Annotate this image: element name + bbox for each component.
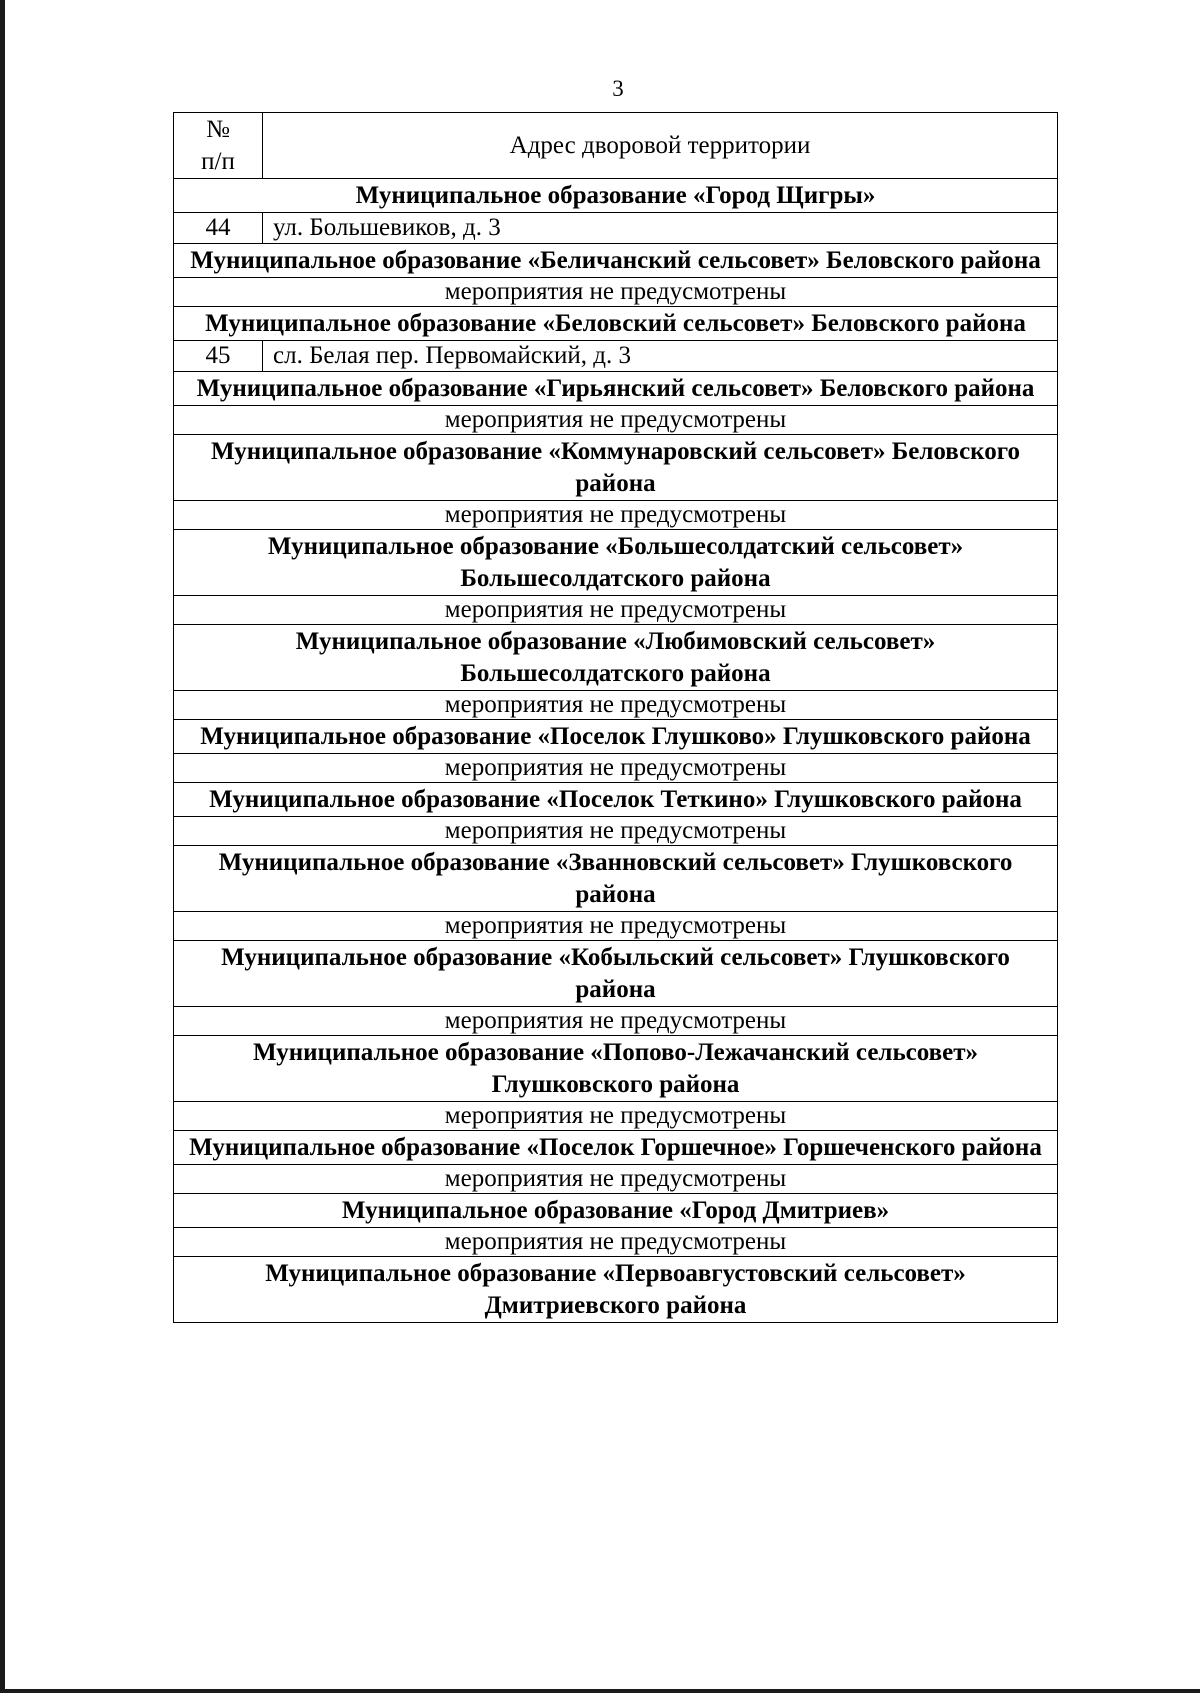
no-measures-row bbox=[174, 278, 1058, 307]
row-address-cell: сл. Белая пер. Первомайский, д. 3 bbox=[263, 341, 1058, 372]
municipality-heading: Муниципальное образование «Беловский сельсовет» Беловского района bbox=[174, 307, 1058, 341]
no-measures-text: мероприятия не предусмотрены bbox=[174, 501, 1058, 530]
municipality-heading: Муниципальное образование «Город Дмитриев» bbox=[174, 1194, 1058, 1228]
table-header-row bbox=[174, 113, 1058, 179]
no-measures-text: мероприятия не предусмотрены bbox=[174, 1007, 1058, 1036]
no-measures-row bbox=[174, 1228, 1058, 1257]
address-table bbox=[173, 112, 1058, 1323]
municipality-heading-row bbox=[174, 1257, 1058, 1323]
address-row bbox=[174, 341, 1058, 372]
header-num-cell bbox=[174, 113, 263, 179]
municipality-heading: Муниципальное образование «Поселок Глушково» Глушковского района bbox=[174, 720, 1058, 754]
no-measures-row bbox=[174, 1007, 1058, 1036]
no-measures-text: мероприятия не предусмотрены bbox=[174, 817, 1058, 846]
municipality-heading: Муниципальное образование «Поселок Теткино» Глушковского района bbox=[174, 783, 1058, 817]
no-measures-text: мероприятия не предусмотрены bbox=[174, 596, 1058, 625]
municipality-heading-row bbox=[174, 179, 1058, 213]
municipality-heading: Муниципальное образование «Кобыльский сельсовет» Глушковского района bbox=[174, 941, 1058, 1007]
municipality-heading: Муниципальное образование «Коммунаровский сельсовет» Беловского района bbox=[174, 435, 1058, 501]
municipality-heading-row bbox=[174, 783, 1058, 817]
no-measures-row bbox=[174, 596, 1058, 625]
no-measures-row bbox=[174, 1165, 1058, 1194]
header-num-line2: п/п bbox=[201, 147, 235, 175]
row-number-cell: 45 bbox=[174, 341, 263, 372]
header-address-cell: Адрес дворовой территории bbox=[263, 113, 1058, 179]
no-measures-text: мероприятия не предусмотрены bbox=[174, 278, 1058, 307]
municipality-heading: Муниципальное образование «Беличанский сельсовет» Беловского района bbox=[174, 244, 1058, 278]
no-measures-row bbox=[174, 817, 1058, 846]
scan-edge-bottom bbox=[0, 1689, 1200, 1693]
table-body bbox=[174, 113, 1058, 1323]
no-measures-text: мероприятия не предусмотрены bbox=[174, 1165, 1058, 1194]
municipality-heading-row bbox=[174, 720, 1058, 754]
no-measures-row bbox=[174, 912, 1058, 941]
no-measures-row bbox=[174, 1102, 1058, 1131]
no-measures-text: мероприятия не предусмотрены bbox=[174, 691, 1058, 720]
municipality-heading-row bbox=[174, 941, 1058, 1007]
municipality-heading-row bbox=[174, 307, 1058, 341]
municipality-heading-row bbox=[174, 372, 1058, 406]
municipality-heading-row bbox=[174, 846, 1058, 912]
municipality-heading-row bbox=[174, 625, 1058, 691]
address-row bbox=[174, 213, 1058, 244]
row-number-cell: 44 bbox=[174, 213, 263, 244]
municipality-heading: Муниципальное образование «Первоавгустовский сельсовет» Дмитриевского района bbox=[174, 1257, 1058, 1323]
municipality-heading: Муниципальное образование «Большесолдатский сельсовет» Большесолдатского района bbox=[174, 530, 1058, 596]
municipality-heading-row bbox=[174, 435, 1058, 501]
municipality-heading: Муниципальное образование «Любимовский сельсовет» Большесолдатского района bbox=[174, 625, 1058, 691]
municipality-heading: Муниципальное образование «Званновский сельсовет» Глушковского района bbox=[174, 846, 1058, 912]
no-measures-row bbox=[174, 754, 1058, 783]
no-measures-row bbox=[174, 406, 1058, 435]
municipality-heading-row bbox=[174, 1036, 1058, 1102]
municipality-heading: Муниципальное образование «Гирьянский сельсовет» Беловского района bbox=[174, 372, 1058, 406]
municipality-heading: Муниципальное образование «Поселок Горшечное» Горшеченского района bbox=[174, 1131, 1058, 1165]
header-num-line1: № bbox=[206, 115, 230, 143]
municipality-heading-row bbox=[174, 530, 1058, 596]
no-measures-text: мероприятия не предусмотрены bbox=[174, 754, 1058, 783]
municipality-heading: Муниципальное образование «Попово-Лежачанский сельсовет» Глушковского района bbox=[174, 1036, 1058, 1102]
no-measures-row bbox=[174, 501, 1058, 530]
municipality-heading-row bbox=[174, 1131, 1058, 1165]
municipality-heading: Муниципальное образование «Город Щигры» bbox=[174, 179, 1058, 213]
municipality-heading-row bbox=[174, 1194, 1058, 1228]
no-measures-text: мероприятия не предусмотрены bbox=[174, 1102, 1058, 1131]
no-measures-text: мероприятия не предусмотрены bbox=[174, 912, 1058, 941]
no-measures-text: мероприятия не предусмотрены bbox=[174, 1228, 1058, 1257]
page-number: 3 bbox=[612, 76, 624, 101]
scan-edge-left bbox=[0, 0, 5, 1693]
no-measures-text: мероприятия не предусмотрены bbox=[174, 406, 1058, 435]
municipality-heading-row bbox=[174, 244, 1058, 278]
row-address-cell: ул. Большевиков, д. 3 bbox=[263, 213, 1058, 244]
no-measures-row bbox=[174, 691, 1058, 720]
